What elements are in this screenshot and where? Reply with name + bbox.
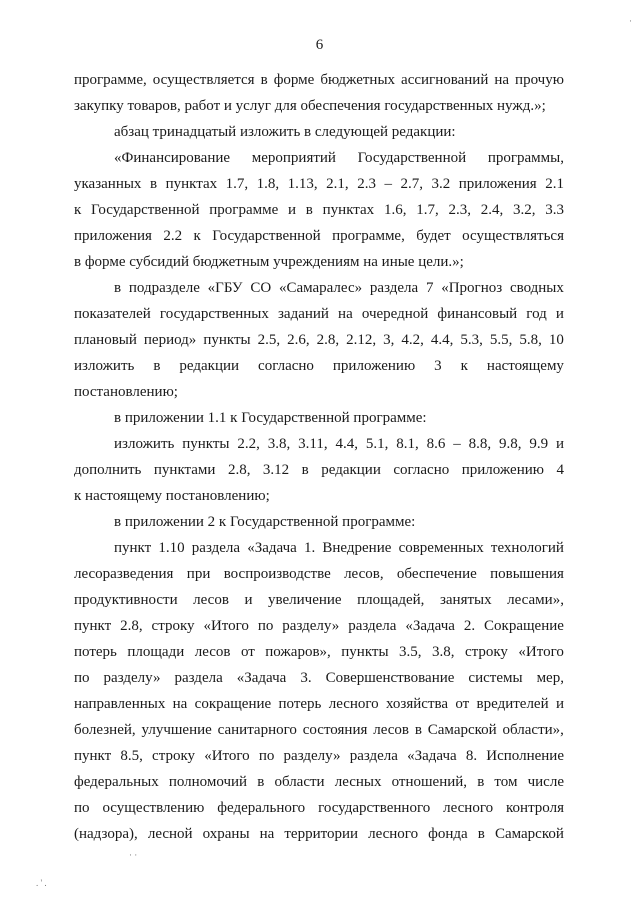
text-line <box>74 379 564 405</box>
word: раздела <box>348 618 397 634</box>
word: 2.8, <box>120 618 143 634</box>
text-line <box>74 431 564 457</box>
word: в форме субсидий бюджетным учреждениям на иные цели.»; <box>74 254 464 270</box>
word: финансовый <box>437 306 518 322</box>
word: 2.2, <box>237 436 260 452</box>
word: государственного <box>318 800 431 816</box>
word: 4.4, <box>430 332 454 348</box>
text-line <box>74 93 564 119</box>
text-line <box>74 821 564 847</box>
text-line <box>74 691 564 717</box>
word: Государственной <box>91 202 200 218</box>
word: 2.8, <box>316 332 340 348</box>
word: от <box>240 644 255 660</box>
word: занятых <box>439 592 492 608</box>
text-line <box>74 119 564 145</box>
word: 3.11, <box>298 436 328 452</box>
word: бюджетных <box>320 72 396 88</box>
word: к <box>193 228 201 244</box>
word: Совершенствование <box>325 670 455 686</box>
word: 8.6 <box>426 436 446 452</box>
word: 2.3 <box>357 176 376 192</box>
word: плановый <box>74 332 137 348</box>
word: строку <box>152 748 196 764</box>
text-line <box>74 145 564 171</box>
word: в <box>477 826 485 842</box>
word: подразделе <box>128 280 200 296</box>
text-line <box>74 587 564 613</box>
word: к <box>460 358 468 374</box>
document-body <box>74 67 564 847</box>
word: 8.5, <box>120 748 143 764</box>
word: период» <box>143 332 197 348</box>
word: редакции <box>321 462 381 478</box>
word: пункты <box>203 332 251 348</box>
text-line <box>74 405 564 431</box>
word: 1. <box>303 540 316 556</box>
word: полномочий <box>168 774 248 790</box>
word: 3.3 <box>545 202 564 218</box>
word: приложения <box>74 228 152 244</box>
word: в <box>260 72 268 88</box>
scan-speck: · <box>629 16 632 26</box>
text-line <box>74 171 564 197</box>
text-line <box>74 67 564 93</box>
word: направленных <box>74 696 166 712</box>
word: по <box>74 670 90 686</box>
word: Самарской <box>494 826 564 842</box>
word: 5.3, <box>460 332 483 348</box>
word: абзац тринадцатый изложить в следующей редакции: <box>114 124 456 140</box>
text-line <box>74 353 564 379</box>
word: 1.8, <box>256 176 280 192</box>
word: воспроизводстве <box>223 566 331 582</box>
paragraph <box>74 431 564 509</box>
word: «Итого <box>204 748 250 764</box>
word: к <box>74 202 82 218</box>
text-line <box>74 743 564 769</box>
word: разделу» <box>282 618 340 634</box>
word: Внедрение <box>322 540 392 556</box>
text-line <box>74 457 564 483</box>
word: пункты <box>182 436 230 452</box>
word: на <box>259 826 275 842</box>
word: и <box>555 436 564 452</box>
text-line <box>74 769 564 795</box>
word: мер, <box>536 670 564 686</box>
text-line <box>74 483 564 509</box>
word: программе, <box>74 72 147 88</box>
text-line <box>74 249 564 275</box>
word: дополнить <box>74 462 142 478</box>
word: строку <box>464 644 508 660</box>
word: (надзора), <box>74 826 138 842</box>
word: в <box>305 202 313 218</box>
text-line <box>74 535 564 561</box>
word: фонда <box>428 826 468 842</box>
word: заданий <box>277 306 329 322</box>
text-line <box>74 509 564 535</box>
text-line <box>74 613 564 639</box>
word: пункты <box>341 644 389 660</box>
word: показателей <box>74 306 151 322</box>
word: лесного <box>443 800 494 816</box>
word: – <box>453 436 461 452</box>
word: приложению <box>461 462 544 478</box>
word: улучшение <box>141 722 212 738</box>
word: программы, <box>487 150 564 166</box>
word: 2.12, <box>346 332 377 348</box>
word: ассигнований <box>401 72 489 88</box>
word: потерь <box>278 696 322 712</box>
word: пункт <box>74 748 112 764</box>
word: том <box>494 774 518 790</box>
word: сокращение <box>194 696 272 712</box>
word: к настоящему постановлению; <box>74 488 270 504</box>
text-line <box>74 561 564 587</box>
word: год <box>526 306 547 322</box>
word: изложить <box>74 358 135 374</box>
word: площади <box>127 644 185 660</box>
word: пунктами <box>153 462 216 478</box>
word: «Итого <box>203 618 249 634</box>
word: постановлению; <box>74 384 178 400</box>
paragraph <box>74 509 564 535</box>
word: 2.4, <box>480 202 504 218</box>
word: 1.10 <box>158 540 185 556</box>
word: Самарской <box>427 722 497 738</box>
word: пожаров», <box>265 644 331 660</box>
word: и <box>288 202 297 218</box>
word: современных <box>398 540 484 556</box>
word: повышения <box>490 566 564 582</box>
text-line <box>74 717 564 743</box>
word: в <box>301 462 309 478</box>
word: «Прогноз <box>441 280 503 296</box>
word: приложению <box>332 358 416 374</box>
word: сводных <box>509 280 564 296</box>
word: очередной <box>361 306 429 322</box>
word: 3.2 <box>431 176 451 192</box>
word: 3.12 <box>262 462 290 478</box>
word: 2.2 <box>163 228 183 244</box>
word: в <box>257 774 265 790</box>
word: – <box>384 176 392 192</box>
word: отношений, <box>391 774 468 790</box>
word: раздела <box>349 748 398 764</box>
word: 8.8, <box>468 436 492 452</box>
word: при <box>186 566 211 582</box>
word: редакции <box>179 358 240 374</box>
word: раздела <box>191 540 241 556</box>
word: «Финансирование <box>114 150 231 166</box>
word: 2.1, <box>326 176 349 192</box>
word: и <box>555 696 564 712</box>
word: осуществляться <box>462 228 564 244</box>
word: 5.8, <box>519 332 542 348</box>
word: на <box>494 72 510 88</box>
paragraph <box>74 405 564 431</box>
text-line <box>74 327 564 353</box>
word: лесами», <box>507 592 564 608</box>
word: 2.7, <box>400 176 423 192</box>
paragraph <box>74 145 564 275</box>
word: 2.6, <box>287 332 310 348</box>
word: «ГБУ <box>207 280 243 296</box>
scan-speck: . ' . <box>36 878 47 888</box>
word: пункт <box>74 618 112 634</box>
word: в <box>114 280 122 296</box>
word: федеральных <box>74 774 159 790</box>
word: 8. <box>465 748 478 764</box>
word: указанных <box>74 176 142 192</box>
word: увеличение <box>268 592 342 608</box>
word: контроля <box>506 800 564 816</box>
word: лесов <box>373 722 409 738</box>
text-line <box>74 301 564 327</box>
paragraph <box>74 275 564 405</box>
word: строку <box>151 618 195 634</box>
word: 4.2, <box>401 332 424 348</box>
word: «Задача <box>236 670 287 686</box>
word: программе <box>209 202 279 218</box>
word: будет <box>416 228 451 244</box>
word: болезней, <box>74 722 136 738</box>
word: СО <box>250 280 272 296</box>
word: государственных <box>159 306 269 322</box>
word: по <box>74 800 90 816</box>
word: раздела <box>369 280 419 296</box>
word: «Задача <box>247 540 297 556</box>
word: 3.8, <box>431 644 455 660</box>
word: 1.7, <box>225 176 249 192</box>
word: состояния <box>302 722 368 738</box>
word: 2.1 <box>545 176 564 192</box>
text-line <box>74 665 564 691</box>
word: в <box>414 722 422 738</box>
word: лесного <box>328 696 379 712</box>
word: закупку товаров, работ и услуг для обеспечения государственных нужд.»; <box>74 98 546 114</box>
word: 2.5, <box>257 332 281 348</box>
word: 9.8, <box>498 436 522 452</box>
word: и <box>555 306 564 322</box>
word: хозяйства <box>386 696 449 712</box>
word: разделу» <box>103 670 161 686</box>
word: изложить <box>114 436 175 452</box>
word: 3.2, <box>512 202 536 218</box>
word: в приложении 2 к Государственной программе: <box>114 514 416 530</box>
word: федерального <box>217 800 306 816</box>
word: пунктах <box>165 176 218 192</box>
scan-speck: · · <box>129 850 138 860</box>
word: санитарного <box>217 722 297 738</box>
word: Исполнение <box>486 748 564 764</box>
word: «Задача <box>407 748 457 764</box>
word: площадей, <box>357 592 425 608</box>
word: в <box>153 358 161 374</box>
word: вредителей <box>476 696 549 712</box>
word: 3.8, <box>267 436 291 452</box>
word: 3. <box>300 670 312 686</box>
word: лесного <box>368 826 419 842</box>
word: обеспечение <box>396 566 477 582</box>
word: 2.8, <box>227 462 251 478</box>
word: области <box>274 774 325 790</box>
word: пункт <box>114 540 152 556</box>
word: лесов, <box>344 566 384 582</box>
word: согласно <box>393 462 450 478</box>
word: лесоразведения <box>74 566 174 582</box>
word: 7 <box>425 280 434 296</box>
word: от <box>455 696 470 712</box>
word: 10 <box>548 332 564 348</box>
word: в <box>477 774 485 790</box>
word: 3, <box>383 332 395 348</box>
text-line <box>74 639 564 665</box>
word: «Итого <box>518 644 564 660</box>
word: согласно <box>258 358 314 374</box>
word: в <box>149 176 158 192</box>
word: лесов <box>193 592 229 608</box>
word: 2.3, <box>448 202 471 218</box>
word: лесов <box>194 644 231 660</box>
word: Сокращение <box>484 618 564 634</box>
word: осуществлению <box>102 800 205 816</box>
word: охраны <box>202 826 250 842</box>
word: на <box>338 306 353 322</box>
word: 9.9 <box>529 436 549 452</box>
word: продуктивности <box>74 592 178 608</box>
word: 5.1, <box>365 436 389 452</box>
word: лесных <box>334 774 382 790</box>
word: прочую <box>515 72 564 88</box>
word: в приложении 1.1 к Государственной программе: <box>114 410 427 426</box>
word: программе, <box>332 228 405 244</box>
word: лесной <box>147 826 193 842</box>
word: 4.4, <box>335 436 358 452</box>
page-number: 6 <box>315 37 324 53</box>
word: Государственной <box>212 228 321 244</box>
word: мероприятий <box>251 150 336 166</box>
paragraph <box>74 535 564 847</box>
word: 3.5, <box>399 644 422 660</box>
paragraph <box>74 67 564 119</box>
word: по <box>258 748 275 764</box>
word: 1.7, <box>416 202 439 218</box>
word: и <box>244 592 253 608</box>
word: «Задача <box>405 618 455 634</box>
word: по <box>257 618 274 634</box>
text-line <box>74 795 564 821</box>
word: «Самаралес» <box>278 280 363 296</box>
word: числе <box>527 774 564 790</box>
word: 1.13, <box>287 176 318 192</box>
word: 2. <box>463 618 476 634</box>
word: Государственной <box>357 150 467 166</box>
word: пунктах <box>322 202 375 218</box>
word: форме <box>273 72 315 88</box>
word: потерь <box>74 644 117 660</box>
word: территории <box>284 826 359 842</box>
word: 5.5, <box>489 332 513 348</box>
text-line <box>74 197 564 223</box>
word: 8.1, <box>396 436 419 452</box>
text-line <box>74 223 564 249</box>
word: настоящему <box>486 358 564 374</box>
word: 1.6, <box>383 202 407 218</box>
word: области», <box>502 722 564 738</box>
word: раздела <box>174 670 223 686</box>
word: на <box>172 696 188 712</box>
word: приложения <box>458 176 537 192</box>
word: технологий <box>490 540 564 556</box>
word: осуществляется <box>152 72 255 88</box>
word: разделу» <box>283 748 341 764</box>
paragraph <box>74 119 564 145</box>
word: системы <box>468 670 523 686</box>
text-line <box>74 275 564 301</box>
word: 3 <box>434 358 442 374</box>
word: 4 <box>556 462 564 478</box>
